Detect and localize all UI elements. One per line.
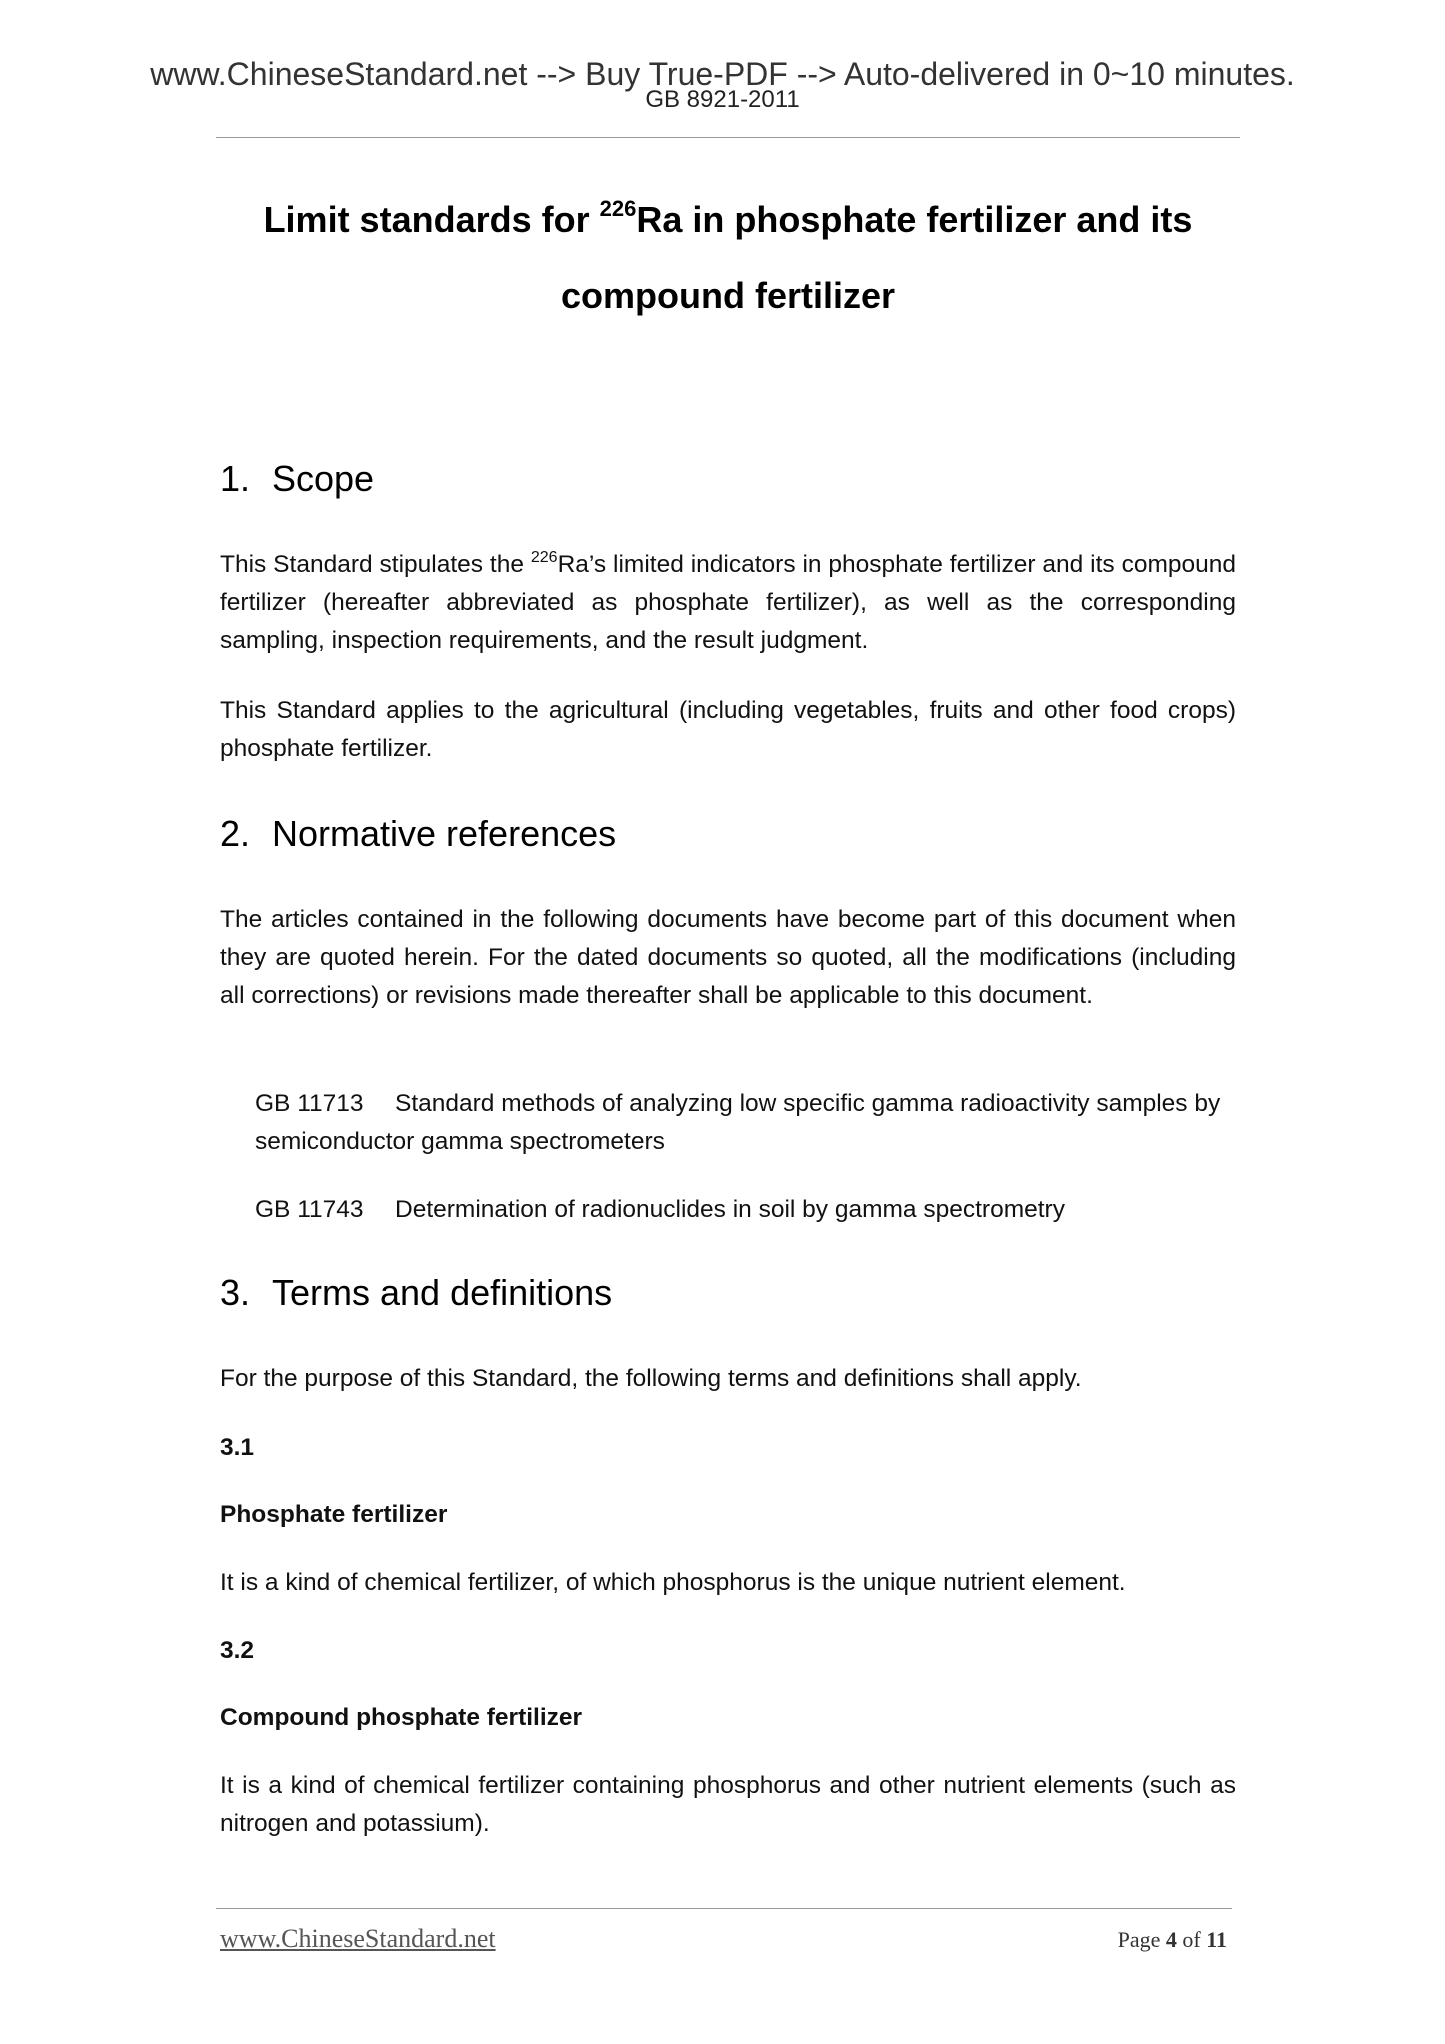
footer-divider — [216, 1908, 1232, 1909]
term-number: 3.1 — [220, 1434, 255, 1461]
section-3-heading: 3. Terms and definitions — [220, 1272, 613, 1313]
reference-item: GB 11743 Determination of radionuclides in soil by gamma spectrometry — [255, 1196, 1065, 1223]
scope-paragraph-2: This Standard applies to the agricultural (including vegetables, fruits and other food crops) phosphate fertilizer. — [220, 697, 1236, 762]
header-divider — [216, 137, 1240, 138]
scope-paragraph-1: This Standard stipulates the $^{226}$Ra’s limited indicators in phosphate fertilizer and its compound fertilizer (hereafter abbreviated as phosphate fertilizer), as well as the corresponding sampling, inspection requirements, and the result judgment. — [220, 549, 1236, 654]
document-title-line-1: Limit standards for $^{226}$Ra in phosphate fertilizer and its — [263, 196, 1193, 240]
term-definition: It is a kind of chemical fertilizer containing phosphorus and other nutrient elements (such as nitrogen and potassium). — [220, 1772, 1236, 1837]
document-title-line-2: compound fertilizer — [560, 275, 896, 316]
term-number: 3.2 — [220, 1637, 255, 1664]
terms-intro: For the purpose of this Standard, the following terms and definitions shall apply. — [220, 1365, 1082, 1392]
header-banner[interactable]: www.ChineseStandard.net --> Buy True-PDF --> Auto-delivered in 0~10 minutes. — [150, 56, 1295, 92]
page-indicator: Page 4 of 11 — [1117, 1927, 1227, 1952]
section-1-heading: 1. Scope — [220, 458, 375, 499]
normative-paragraph: The articles contained in the following documents have become part of this document when they are quoted herein. For the dated documents so quoted, all the modifications (including all corrections) or revisions made thereafter shall be applicable to this document. — [220, 906, 1236, 1009]
document-number: GB 8921-2011 — [645, 86, 800, 113]
term-name: Phosphate fertilizer — [220, 1501, 448, 1528]
section-2-heading: 2. Normative references — [220, 813, 617, 854]
title-superscript: 226 — [599, 196, 637, 221]
footer-link[interactable]: www.ChineseStandard.net — [220, 1924, 496, 1953]
reference-item: GB 11713 Standard methods of analyzing low specific gamma radioactivity samples by semiconductor gamma spectrometers — [255, 1090, 1221, 1155]
term-name: Compound phosphate fertilizer — [220, 1704, 583, 1731]
term-definition: It is a kind of chemical fertilizer, of which phosphorus is the unique nutrient element. — [220, 1569, 1126, 1596]
